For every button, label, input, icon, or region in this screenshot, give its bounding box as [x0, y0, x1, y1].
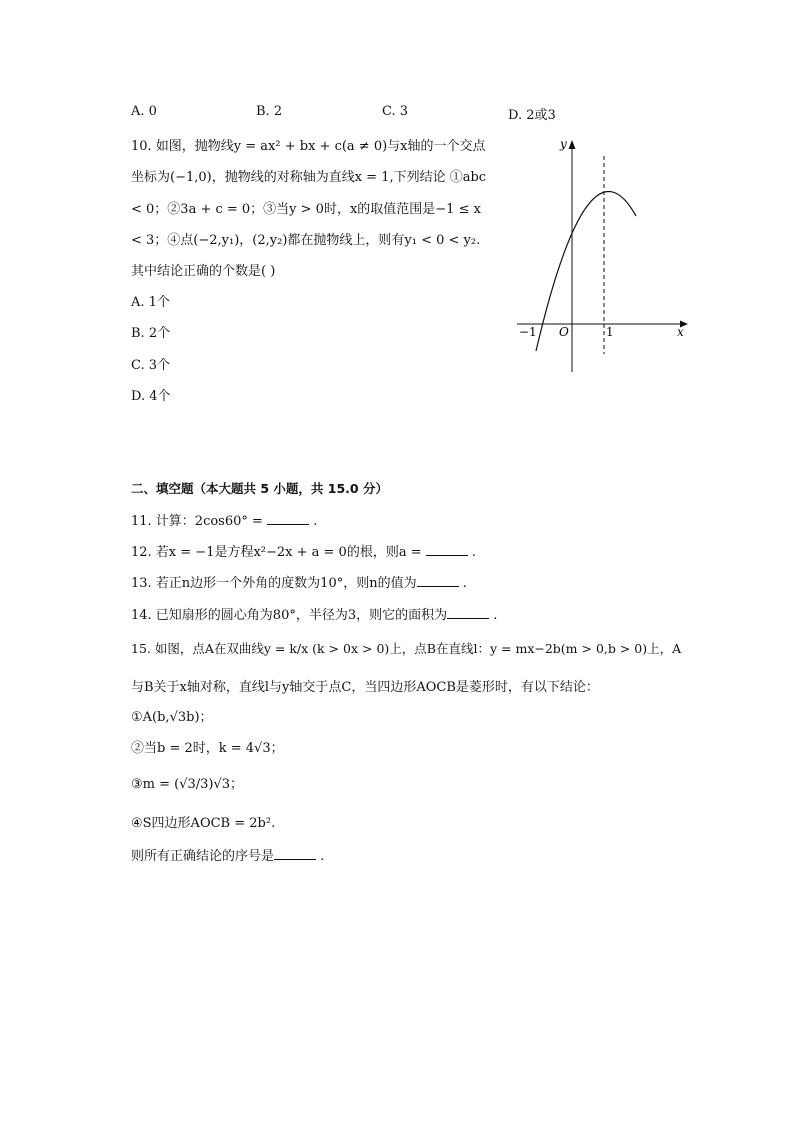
one-label: 1: [606, 325, 614, 339]
question-12: [131, 541, 476, 560]
q13-text: 13. 若正n边形一个外角的度数为10°，则n的值为: [131, 576, 417, 591]
q13-period: .: [458, 576, 467, 591]
x-axis-label: x: [677, 325, 684, 339]
question-14: [131, 604, 497, 623]
y-axis-arrow: [569, 140, 576, 149]
q10-choice-a: A. 1个: [131, 295, 170, 310]
q15-line-1: 15. 如图，点A在双曲线y = k/x (k > 0x > 0)上，点B在直线l：y = mx−2b(m > 0,b > 0)上，A: [131, 641, 682, 656]
section-2-title: 二、填空题（本大题共 5 小题，共 15.0 分）: [131, 481, 388, 496]
q9-option-a: A. 0: [131, 104, 157, 119]
q9-option-b: B. 2: [256, 104, 283, 119]
q13-blank: [417, 574, 459, 587]
q15-conclusion-4: ④S四边形AOCB = 2b².: [131, 816, 276, 831]
origin-label: O: [559, 325, 569, 339]
q11-period: .: [309, 514, 318, 529]
q10-line-3: < 0；②3a + c = 0；③当y > 0时，x的取值范围是−1 ≤ x: [131, 202, 481, 217]
q15-conclusion-1: ①A(b,√3b)；: [131, 710, 213, 725]
q12-blank: [426, 543, 468, 556]
q9-option-d: D. 2或3: [508, 108, 556, 123]
q12-period: .: [467, 545, 477, 560]
q10-line-4: < 3；④点(−2,y₁)，(2,y₂)都在抛物线上，则有y₁ < 0 < y₂.: [131, 233, 481, 248]
q15-period: .: [316, 849, 325, 864]
q10-stem: 其中结论正确的个数是( ): [131, 264, 276, 279]
q15-blank: [274, 847, 316, 860]
question-11: [131, 510, 317, 529]
q10-choice-c: C. 3个: [131, 358, 171, 373]
q15-line-2: 与B关于x轴对称，直线l与y轴交于点C，当四边形AOCB是菱形时，有以下结论：: [131, 680, 599, 695]
parabola-graph: [512, 132, 692, 377]
q14-period: .: [489, 608, 498, 623]
q10-line-1: 10. 如图，抛物线y = ax² + bx + c(a ≠ 0)与x轴的一个交点: [131, 139, 486, 154]
q15-conclusion-3: ③m = (√3/3)√3；: [131, 777, 244, 792]
q12-text: 12. 若x = −1是方程x²−2x + a = 0的根，则a =: [131, 545, 426, 560]
q9-option-c: C. 3: [382, 104, 409, 119]
q14-text: 14. 已知扇形的圆心角为80°，半径为3，则它的面积为: [131, 608, 448, 623]
y-axis-label: y: [560, 137, 567, 151]
q11-blank: [267, 512, 309, 525]
q11-text: 11. 计算：2cos60° =: [131, 514, 268, 529]
parabola-curve: [536, 192, 636, 351]
q14-blank: [447, 606, 489, 619]
q15-conclusion-2: ②当b = 2时，k = 4√3；: [131, 741, 284, 756]
q10-choice-b: B. 2个: [131, 326, 171, 341]
q15-final-text: 则所有正确结论的序号是: [131, 849, 275, 864]
question-13: [131, 572, 467, 591]
q10-line-2: 坐标为(−1,0)，抛物线的对称轴为直线x = 1,下列结论 ①abc: [131, 170, 487, 185]
neg-one-label: −1: [519, 325, 537, 339]
q15-final: [131, 845, 324, 864]
q10-choice-d: D. 4个: [131, 389, 171, 404]
